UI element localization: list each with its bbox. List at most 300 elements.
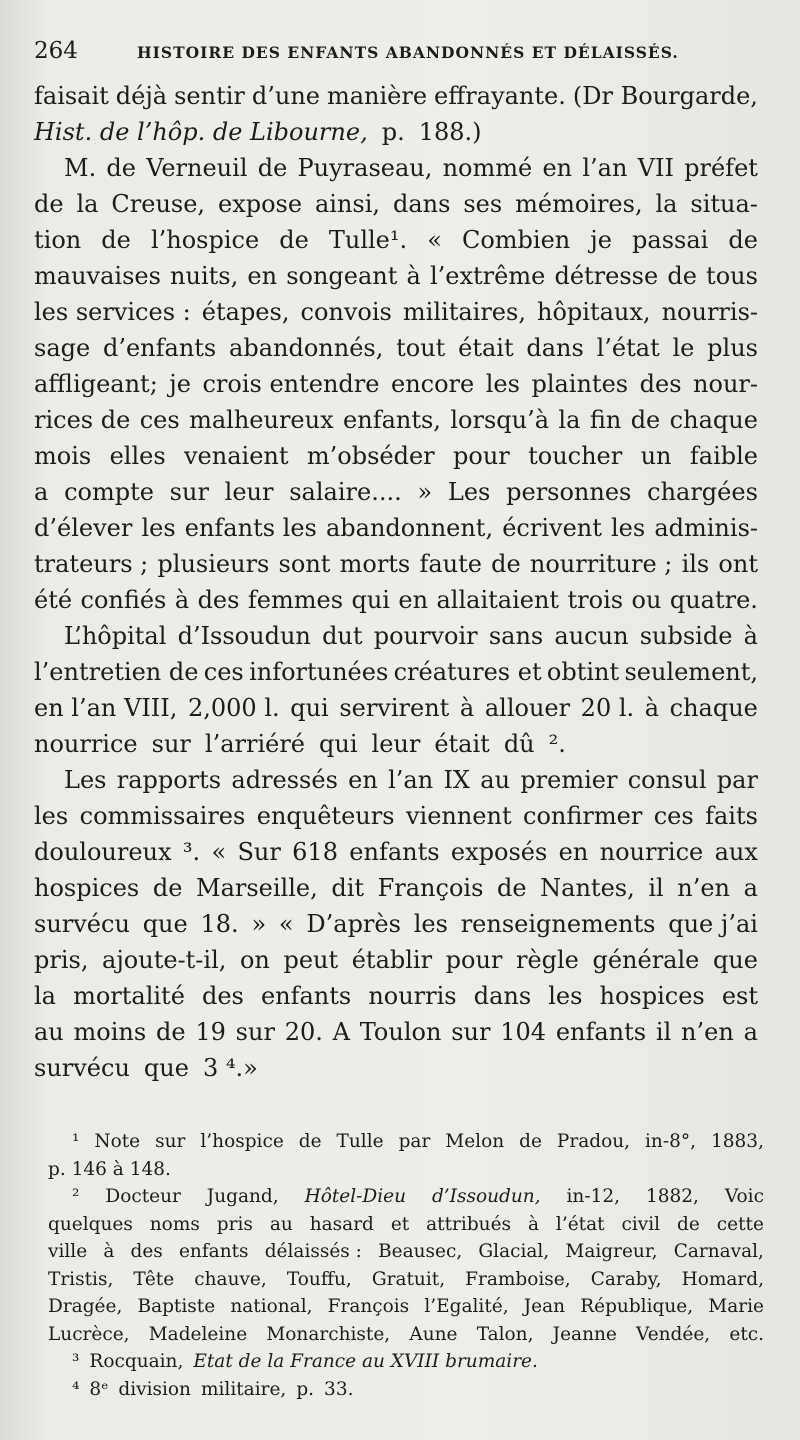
body-word: abandonnés, xyxy=(229,334,384,362)
footnote-word: l’état xyxy=(555,1213,605,1235)
body-word: Les xyxy=(447,478,491,506)
body-word: chargées xyxy=(647,478,758,506)
body-line xyxy=(34,942,758,978)
body-word: les xyxy=(611,514,646,542)
body-text xyxy=(34,78,758,1086)
body-word: nourrice xyxy=(599,838,704,866)
body-word: nour- xyxy=(693,370,758,398)
body-word: sur xyxy=(235,1018,275,1046)
body-word: à xyxy=(174,586,190,614)
footnote-line xyxy=(48,1348,764,1376)
footnote-word: Maigreur, xyxy=(565,1241,658,1262)
body-word: hospices xyxy=(599,982,705,1010)
footnote-word: 1882, xyxy=(645,1186,699,1207)
body-word: obtint xyxy=(546,658,620,686)
footnote-word: Madeleine xyxy=(148,1323,248,1345)
body-word: Combien xyxy=(461,226,571,254)
body-word: adminis- xyxy=(654,514,758,542)
body-line xyxy=(34,546,758,582)
footnote-word: hasard xyxy=(309,1213,374,1235)
body-word: dut xyxy=(322,622,363,650)
footnote-word: Tulle xyxy=(336,1131,384,1152)
body-word: l’an xyxy=(582,154,628,182)
body-word: M. xyxy=(64,154,97,182)
body-word: dans xyxy=(526,334,584,362)
body-word: 19 xyxy=(195,1018,226,1046)
body-word: créatures et xyxy=(393,658,542,686)
body-line xyxy=(34,366,758,402)
body-word: nourriture ; xyxy=(529,550,673,578)
footnote-word: division xyxy=(118,1378,191,1400)
body-word: VII xyxy=(637,154,674,182)
footnote-word: Glacial, xyxy=(478,1241,550,1262)
body-word: ou xyxy=(631,586,662,614)
body-word: de xyxy=(496,874,527,902)
footnote-word: civil xyxy=(621,1213,661,1235)
body-word: règle xyxy=(515,946,579,974)
body-word: expose xyxy=(217,190,303,218)
body-word: des xyxy=(201,982,244,1010)
body-line xyxy=(34,654,758,690)
body-word: tous xyxy=(706,262,758,290)
body-line xyxy=(34,222,758,258)
body-word: lorsqu’à xyxy=(450,406,550,434)
body-word: enfants les xyxy=(184,514,317,542)
body-word: p. xyxy=(381,118,405,146)
body-word: faute xyxy=(419,550,482,578)
body-word: les xyxy=(34,802,69,830)
body-word: enquêteurs xyxy=(256,802,395,830)
footnote-word: ⁴ xyxy=(72,1378,80,1400)
footnote-word: Marie xyxy=(708,1296,764,1317)
footnote-word: Beausec, xyxy=(378,1241,463,1262)
body-word: viennent xyxy=(405,802,512,830)
body-word: le xyxy=(672,334,695,362)
body-word: les xyxy=(548,982,583,1010)
body-word: Les xyxy=(64,766,107,794)
body-word: Toulon xyxy=(359,1018,442,1046)
footnote-word: ville xyxy=(48,1241,88,1262)
body-word: « xyxy=(278,910,294,938)
body-word: que xyxy=(143,1054,189,1082)
page-header xyxy=(34,38,774,72)
footnote-word: p. xyxy=(296,1378,315,1400)
body-word: la xyxy=(76,190,99,218)
footnote-word: Melon xyxy=(445,1131,505,1152)
body-word: pourvoir xyxy=(373,622,478,650)
body-word: songeant xyxy=(286,262,398,290)
body-word: allouer xyxy=(484,694,571,722)
footnote-word: cette xyxy=(716,1213,764,1235)
body-line xyxy=(34,726,758,762)
body-word: établir xyxy=(351,946,433,974)
body-word: préfet xyxy=(684,154,758,182)
body-word: rapports xyxy=(116,766,222,794)
body-line xyxy=(34,1014,758,1050)
body-word: en xyxy=(558,838,589,866)
footnote-word: Aune xyxy=(409,1323,458,1345)
body-word: aux xyxy=(714,838,758,866)
body-word: toucher xyxy=(528,442,623,470)
body-word: en l’an VIII, xyxy=(34,694,178,722)
body-word: enfants xyxy=(349,838,440,866)
body-word: pour xyxy=(445,946,503,974)
body-word: mémoires, xyxy=(515,190,643,218)
footnote-word: d’Issoudun, xyxy=(431,1186,541,1207)
body-word: générale xyxy=(592,946,700,974)
body-word: aucun xyxy=(554,622,629,650)
body-line xyxy=(34,582,758,618)
body-word: commissaires xyxy=(79,802,246,830)
body-word: déjà xyxy=(115,82,168,110)
running-head: HISTOIRE DES ENFANTS ABANDONNÉS ET DÉLAISSÉS. xyxy=(137,43,679,62)
body-word: l’extrême xyxy=(429,262,546,290)
body-word: d’une xyxy=(251,82,320,110)
body-word: été xyxy=(34,586,73,614)
body-word: ses xyxy=(463,190,503,218)
body-word: leur xyxy=(224,478,274,506)
footnote-line xyxy=(48,1211,764,1239)
body-word: la xyxy=(558,406,581,434)
body-word: compte xyxy=(64,478,154,506)
body-word: a xyxy=(34,478,49,506)
footnote-word: Jugand, xyxy=(206,1186,279,1207)
body-line xyxy=(34,618,758,654)
footnote-word: Gratuit, xyxy=(371,1268,446,1290)
body-word: chaque xyxy=(669,406,758,434)
body-word: la xyxy=(34,982,56,1010)
body-line xyxy=(34,330,758,366)
body-word: l’hospice xyxy=(150,226,260,254)
body-word: de xyxy=(34,190,64,218)
body-word: 188.) xyxy=(418,118,482,146)
body-word: faits xyxy=(705,802,758,830)
footnote-word: 33. xyxy=(324,1378,354,1400)
footnote-word: in-12, xyxy=(566,1186,621,1207)
footnote-word: Touffu, xyxy=(286,1268,352,1290)
body-word: l’arriéré xyxy=(204,730,306,758)
body-word: Tulle¹. xyxy=(328,226,408,254)
body-line xyxy=(34,294,758,330)
body-line xyxy=(34,834,758,870)
body-word: d’Issoudun xyxy=(177,622,311,650)
body-word: Sur xyxy=(237,838,281,866)
body-word: manière xyxy=(326,82,428,110)
body-word: nourrice xyxy=(34,730,138,758)
body-word: premier xyxy=(520,766,618,794)
body-word: trateurs ; xyxy=(34,550,149,578)
body-word: malheureux xyxy=(189,406,334,434)
body-word: « xyxy=(427,226,442,254)
footnote-word: Homard, xyxy=(681,1268,764,1290)
body-word: détresse xyxy=(554,262,659,290)
body-word: crois entendre xyxy=(202,370,380,398)
body-line xyxy=(34,186,758,222)
body-word: confiés xyxy=(80,586,167,614)
footnote-word: à xyxy=(527,1213,539,1235)
body-word: hôpitaux, xyxy=(537,298,651,326)
body-line xyxy=(34,870,758,906)
body-word: ². xyxy=(548,730,566,758)
footnote-word: 8ᵉ xyxy=(89,1378,109,1400)
body-word: tout xyxy=(396,334,446,362)
body-word: en xyxy=(247,262,278,290)
body-word: des xyxy=(197,586,240,614)
body-word: François xyxy=(377,874,484,902)
body-line xyxy=(34,474,758,510)
body-word: venaient xyxy=(184,442,289,470)
footnote-word: l’hospice xyxy=(200,1131,284,1152)
body-word: mortalité xyxy=(73,982,185,1010)
body-word: ces xyxy=(139,406,180,434)
body-word: les services : xyxy=(34,298,191,326)
body-word: à xyxy=(406,262,421,290)
body-word: les xyxy=(413,910,448,938)
body-word: au xyxy=(34,1018,64,1046)
footnote-word: François xyxy=(327,1296,410,1317)
body-word: enfants, xyxy=(343,406,441,434)
footnote-word: et xyxy=(390,1213,410,1235)
body-word: salaire.... xyxy=(289,478,402,506)
body-line xyxy=(34,510,758,546)
footnote-word: Carnaval, xyxy=(673,1241,764,1262)
footnote-word: Pradou, xyxy=(556,1131,631,1152)
body-word: survécu xyxy=(34,910,130,938)
body-word: survécu xyxy=(34,1054,130,1082)
body-word: sur xyxy=(169,478,209,506)
body-word: on xyxy=(239,946,270,974)
footnote-word: Vendée, xyxy=(636,1323,711,1345)
footnote-word: Monarchiste, xyxy=(266,1323,391,1345)
body-word: morts xyxy=(339,550,411,578)
body-word: 2,000 l. xyxy=(187,694,280,722)
body-word: adressés xyxy=(231,766,338,794)
body-word: ainsi, xyxy=(314,190,381,218)
body-word: Puyraseau, xyxy=(297,154,433,182)
body-word: nommé xyxy=(442,154,533,182)
body-line xyxy=(34,762,758,798)
footnote-word: Talon, xyxy=(476,1323,534,1345)
body-word: renseignements xyxy=(460,910,656,938)
body-word: que j’ai xyxy=(668,910,758,938)
body-word: de xyxy=(491,550,521,578)
footnote-line xyxy=(48,1321,764,1349)
footnote-word: ³ xyxy=(72,1351,80,1372)
body-word: passai xyxy=(632,226,709,254)
body-word: sont xyxy=(278,550,331,578)
body-word: les xyxy=(141,514,176,542)
body-word: ces xyxy=(653,802,694,830)
body-line xyxy=(34,78,758,114)
footnote-word: Caraby, xyxy=(590,1268,662,1290)
footnote-line xyxy=(48,1128,764,1156)
body-word: de xyxy=(152,874,183,902)
page-number: 264 xyxy=(34,38,78,64)
body-word: « xyxy=(211,838,227,866)
body-word: ³. xyxy=(182,838,201,866)
body-line xyxy=(34,1050,758,1086)
body-word: de xyxy=(106,154,136,182)
body-word: abandonnent, xyxy=(325,514,494,542)
footnote-line xyxy=(48,1238,764,1266)
body-word: (Dr Bourgarde, xyxy=(572,82,758,110)
body-word: effrayante. xyxy=(434,82,566,110)
body-word: écrivent xyxy=(502,514,602,542)
footnote-word: de xyxy=(298,1131,322,1152)
body-word: m’obséder xyxy=(306,442,435,470)
body-word: l’an xyxy=(388,766,434,794)
footnote-word: République, xyxy=(580,1296,694,1317)
body-word: seulement, xyxy=(624,658,758,686)
body-word: enfants xyxy=(260,982,352,1010)
body-word: a xyxy=(743,1018,758,1046)
body-word: 20 l. xyxy=(580,694,635,722)
footnote-word: p. 146 à 148. xyxy=(48,1158,171,1180)
body-word: L’hôpital xyxy=(64,622,167,650)
body-word: Verneuil xyxy=(146,154,248,182)
body-word: de xyxy=(257,154,288,182)
body-word: de xyxy=(155,1018,186,1046)
footnote-word: Jean xyxy=(523,1296,566,1317)
footnote-line xyxy=(48,1266,764,1294)
body-word: sur xyxy=(451,1018,491,1046)
body-line xyxy=(34,258,758,294)
body-word: n’en xyxy=(677,874,731,902)
body-word: nuits, xyxy=(170,262,239,290)
footnote-line xyxy=(48,1156,764,1184)
body-word: est xyxy=(721,982,758,1010)
body-word: leur xyxy=(371,730,421,758)
body-word: je xyxy=(169,370,191,398)
body-word: dans xyxy=(473,982,532,1010)
footnote-word: Docteur xyxy=(105,1186,181,1207)
body-word: elles xyxy=(109,442,166,470)
body-word: pris, xyxy=(34,946,89,974)
body-word: D’après xyxy=(306,910,401,938)
body-word: un xyxy=(640,442,672,470)
body-word: moins xyxy=(73,1018,147,1046)
footnote-line xyxy=(48,1376,764,1404)
body-word: par xyxy=(716,766,758,794)
body-word: a xyxy=(743,874,758,902)
footnote-line xyxy=(48,1183,764,1211)
body-line xyxy=(34,114,758,150)
body-line xyxy=(34,978,758,1014)
body-word: de xyxy=(279,226,309,254)
body-word: ces xyxy=(203,658,244,686)
body-word: sans xyxy=(488,622,544,650)
footnote-word: chauve, xyxy=(194,1268,267,1290)
body-word: faible xyxy=(689,442,758,470)
body-word: fin xyxy=(589,406,622,434)
body-word: tion xyxy=(34,226,82,254)
footnote-word: attribués xyxy=(426,1213,512,1235)
body-word: nourris xyxy=(368,982,457,1010)
body-line xyxy=(34,798,758,834)
body-word: dit xyxy=(331,874,365,902)
body-word: 618 xyxy=(292,838,338,866)
body-word: qui xyxy=(319,730,358,758)
body-line xyxy=(34,402,758,438)
footnote-word: Rocquain, xyxy=(89,1351,184,1372)
body-word: étapes, xyxy=(201,298,290,326)
body-word: que xyxy=(142,910,188,938)
body-word: trois xyxy=(567,586,624,614)
body-word: personnes xyxy=(506,478,632,506)
body-word: il xyxy=(655,1018,672,1046)
body-word: sentir xyxy=(174,82,245,110)
body-word: pour xyxy=(453,442,510,470)
footnote-word: noms xyxy=(149,1213,200,1235)
body-word: sur xyxy=(151,730,191,758)
body-word: mauvaises xyxy=(34,262,161,290)
body-word: qui xyxy=(351,586,390,614)
body-line xyxy=(34,438,758,474)
body-word: » xyxy=(251,910,267,938)
footnote-word: Hôtel-Dieu xyxy=(304,1186,406,1207)
body-word: l’entretien de xyxy=(34,658,199,686)
body-word: 3 ⁴.» xyxy=(202,1054,258,1082)
body-word: en xyxy=(348,766,378,794)
body-word: Marseille, xyxy=(196,874,318,902)
body-word: faisait xyxy=(34,82,109,110)
body-word: Hist. de l’hôp. de Libourne, xyxy=(34,118,368,146)
body-word: douloureux xyxy=(34,838,172,866)
body-word: à xyxy=(459,694,475,722)
footnote-word: délaissés : xyxy=(264,1241,362,1262)
body-word: 104 xyxy=(500,1018,547,1046)
body-word: à xyxy=(644,694,660,722)
footnote-word: enfants xyxy=(178,1241,249,1262)
footnote-word: à xyxy=(103,1241,115,1262)
footnote-word: Dragée, xyxy=(48,1296,123,1317)
body-line xyxy=(34,906,758,942)
body-word: IX xyxy=(443,766,471,794)
footnote-word: au xyxy=(269,1213,293,1235)
body-word: infortunées xyxy=(249,658,389,686)
body-word: enfants xyxy=(555,1018,647,1046)
body-word: de xyxy=(728,226,758,254)
body-word: la xyxy=(655,190,678,218)
body-word: hospices xyxy=(34,874,140,902)
footnote-word: Tristis, xyxy=(48,1268,114,1290)
footnote-word: ¹ xyxy=(72,1131,80,1152)
footnote-line xyxy=(48,1293,764,1321)
body-word: qui xyxy=(290,694,329,722)
footnote-word: l’Egalité, xyxy=(424,1296,509,1317)
body-word: encore xyxy=(390,370,475,398)
footnote-word: 1883, xyxy=(710,1131,764,1152)
footnote-word: Voic xyxy=(724,1186,764,1207)
body-word: affligeant; xyxy=(34,370,158,398)
body-word: plaintes xyxy=(531,370,629,398)
footnote-word: ² xyxy=(72,1186,80,1207)
body-line xyxy=(34,150,758,186)
body-word: plus xyxy=(707,334,758,362)
body-word: ajoute-t-il, xyxy=(102,946,227,974)
body-word: de xyxy=(667,262,697,290)
body-word: de xyxy=(101,226,131,254)
body-word: quatre. xyxy=(669,586,758,614)
footnote-word: militaire, xyxy=(200,1378,287,1400)
footnote-word: Lucrèce, xyxy=(48,1323,130,1345)
body-word: confirmer xyxy=(523,802,643,830)
footnote-word: Etat de la France au XVIII brumaire. xyxy=(193,1351,538,1372)
body-word: allaitaient xyxy=(436,586,560,614)
body-word: que xyxy=(712,946,758,974)
body-word: mois xyxy=(34,442,92,470)
footnote-word: pris xyxy=(216,1213,253,1235)
